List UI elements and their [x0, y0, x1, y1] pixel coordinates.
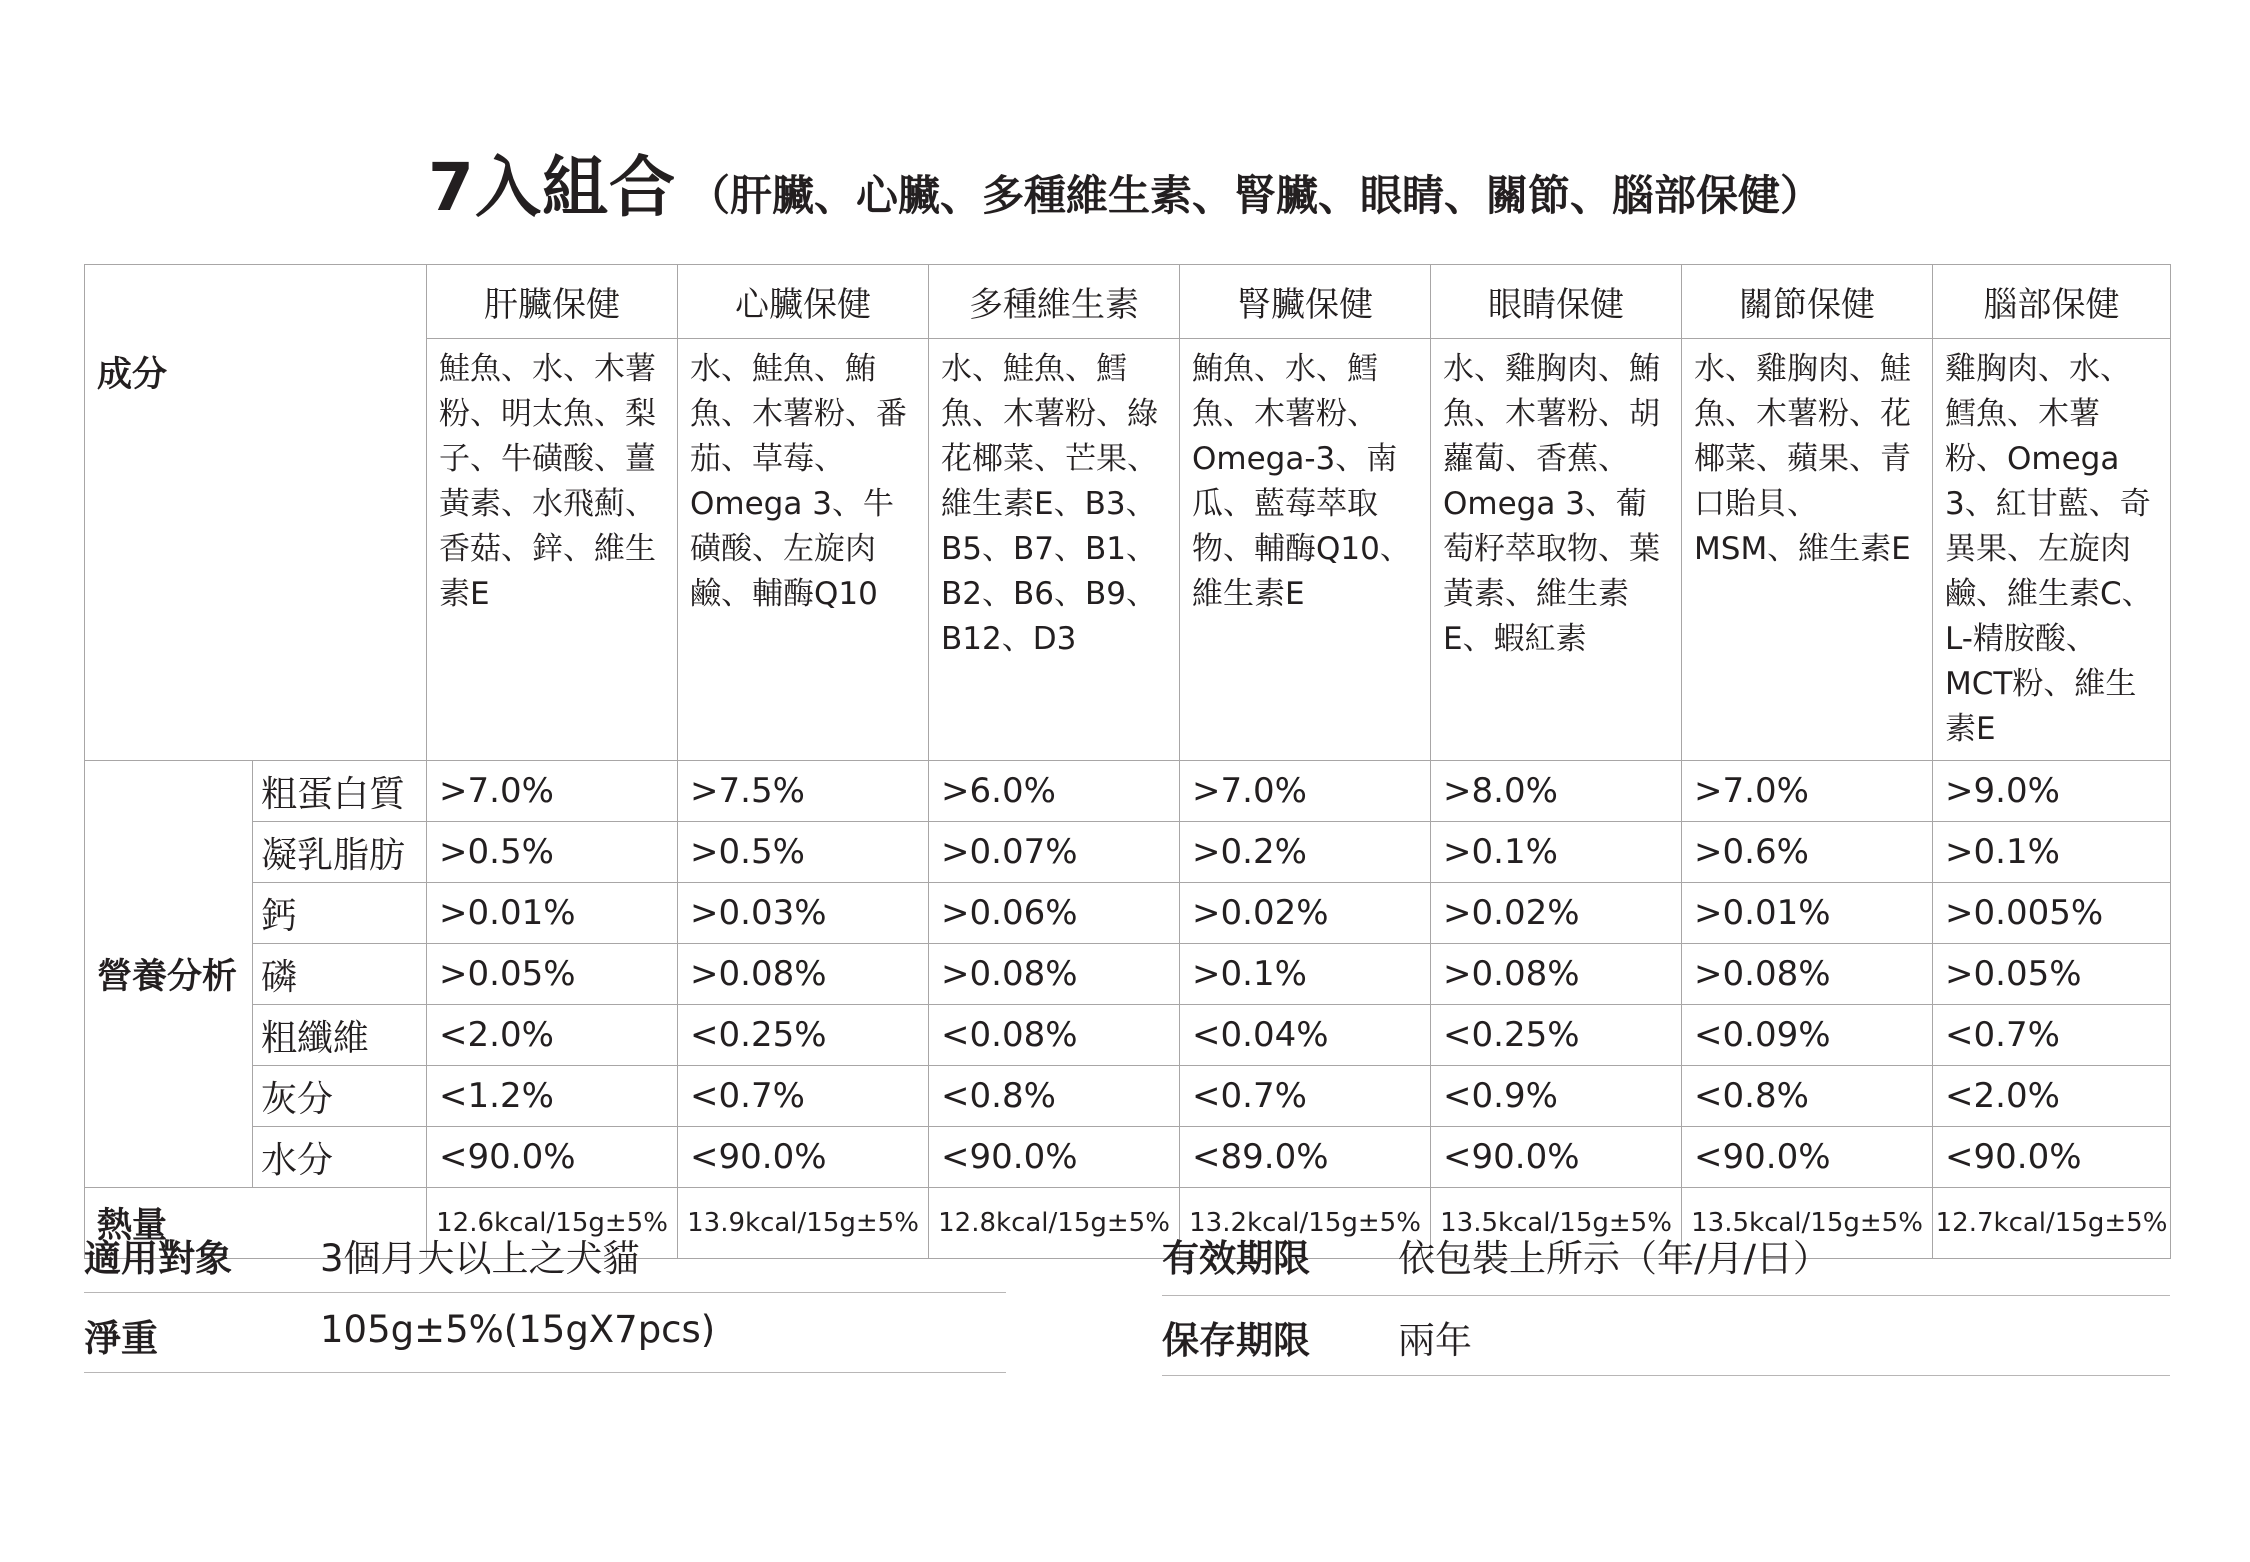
- nutrition-row-fat: [85, 822, 2171, 883]
- nutrient-value: >6.0%: [929, 761, 1180, 822]
- ingredients-liver: 鮭魚、水、木薯粉、明太魚、梨子、牛磺酸、薑黃素、水飛薊、香菇、鋅、維生素E: [427, 339, 678, 761]
- nutrient-value: <0.08%: [929, 1005, 1180, 1066]
- nutrient-value: >7.0%: [1180, 761, 1431, 822]
- nutrient-value: >0.5%: [427, 822, 678, 883]
- nutrient-value: <90.0%: [1431, 1127, 1682, 1188]
- nutrient-value: >7.0%: [427, 761, 678, 822]
- nutrient-value: <2.0%: [427, 1005, 678, 1066]
- calories-value: 13.2kcal/15g±5%: [1180, 1188, 1431, 1259]
- nutrient-value: <0.25%: [1431, 1005, 1682, 1066]
- nutrient-name: 灰分: [253, 1066, 427, 1127]
- nutrient-value: <0.8%: [929, 1066, 1180, 1127]
- title-main: 7入組合: [428, 149, 676, 226]
- nutrient-value: >0.03%: [678, 883, 929, 944]
- nutrient-value: >0.07%: [929, 822, 1180, 883]
- header-row: [85, 265, 2171, 339]
- ingredients-eye: 水、雞胸肉、鮪魚、木薯粉、胡蘿蔔、香蕉、Omega 3、葡萄籽萃取物、葉黃素、維生素E、蝦紅素: [1431, 339, 1682, 761]
- nutrient-value: <1.2%: [427, 1066, 678, 1127]
- ingredients-kidney: 鮪魚、水、鱈魚、木薯粉、Omega-3、南瓜、藍莓萃取物、輔酶Q10、維生素E: [1180, 339, 1431, 761]
- nutrient-value: <90.0%: [1682, 1127, 1933, 1188]
- nutrient-value: <90.0%: [427, 1127, 678, 1188]
- info-shelf-life: [1162, 1310, 2170, 1360]
- divider: [84, 1292, 1006, 1293]
- nutrient-value: >0.005%: [1933, 883, 2171, 944]
- nutrient-value: >0.5%: [678, 822, 929, 883]
- nutrient-value: <89.0%: [1180, 1127, 1431, 1188]
- nutrient-value: >0.01%: [1682, 883, 1933, 944]
- nutrient-value: <0.8%: [1682, 1066, 1933, 1127]
- info-expiry: [1162, 1228, 2170, 1278]
- nutrient-value: <0.04%: [1180, 1005, 1431, 1066]
- nutrient-name: 凝乳脂肪: [253, 822, 427, 883]
- nutrient-name: 磷: [253, 944, 427, 1005]
- nutrient-name: 粗纖維: [253, 1005, 427, 1066]
- nutrient-value: <0.7%: [1933, 1005, 2171, 1066]
- column-header-joint: 關節保健: [1682, 265, 1933, 339]
- divider: [1162, 1375, 2170, 1376]
- calories-value: 12.6kcal/15g±5%: [427, 1188, 678, 1259]
- divider: [84, 1372, 1006, 1373]
- calories-value: 13.5kcal/15g±5%: [1682, 1188, 1933, 1259]
- nutrient-value: >0.08%: [678, 944, 929, 1005]
- nutrient-value: >0.6%: [1682, 822, 1933, 883]
- info-shelf-value: 兩年: [1398, 1319, 1472, 1362]
- nutrient-value: <2.0%: [1933, 1066, 2171, 1127]
- ingredients-multivitamin: 水、鮭魚、鱈魚、木薯粉、綠花椰菜、芒果、維生素E、B3、B5、B7、B1、B2、B6、B9、B12、D3: [929, 339, 1180, 761]
- nutrition-row-ash: [85, 1066, 2171, 1127]
- calories-value: 13.9kcal/15g±5%: [678, 1188, 929, 1259]
- nutrient-value: <0.7%: [678, 1066, 929, 1127]
- ingredients-joint: 水、雞胸肉、鮭魚、木薯粉、花椰菜、蘋果、青口貽貝、MSM、維生素E: [1682, 339, 1933, 761]
- nutrient-value: >0.08%: [1682, 944, 1933, 1005]
- info-target-label: 適用對象: [84, 1237, 232, 1280]
- nutrient-name: 水分: [253, 1127, 427, 1188]
- calories-value: 13.5kcal/15g±5%: [1431, 1188, 1682, 1259]
- nutrient-value: <90.0%: [678, 1127, 929, 1188]
- column-header-brain: 腦部保健: [1933, 265, 2171, 339]
- nutrient-value: >0.08%: [929, 944, 1180, 1005]
- nutrient-value: >0.05%: [1933, 944, 2171, 1005]
- nutrition-row-moisture: [85, 1127, 2171, 1188]
- nutrient-value: >0.05%: [427, 944, 678, 1005]
- column-header-kidney: 腎臟保健: [1180, 265, 1431, 339]
- nutrient-value: >0.2%: [1180, 822, 1431, 883]
- column-header-liver: 肝臟保健: [427, 265, 678, 339]
- nutrient-value: <0.09%: [1682, 1005, 1933, 1066]
- nutrient-value: >7.0%: [1682, 761, 1933, 822]
- calories-label: 熱量: [85, 1188, 427, 1259]
- nutrient-value: >9.0%: [1933, 761, 2171, 822]
- nutrient-value: >0.08%: [1431, 944, 1682, 1005]
- nutrient-value: >0.1%: [1431, 822, 1682, 883]
- nutrient-value: <90.0%: [1933, 1127, 2171, 1188]
- nutrient-value: >0.1%: [1933, 822, 2171, 883]
- nutrient-value: >0.02%: [1180, 883, 1431, 944]
- nutrient-name: 鈣: [253, 883, 427, 944]
- page-title: [0, 134, 2250, 229]
- column-header-eye: 眼睛保健: [1431, 265, 1682, 339]
- nutrient-value: >0.06%: [929, 883, 1180, 944]
- nutrient-value: <0.25%: [678, 1005, 929, 1066]
- title-subtitle: （肝臟、心臟、多種維生素、腎臟、眼睛、關節、腦部保健）: [687, 171, 1822, 220]
- ingredients-brain: 雞胸肉、水、鱈魚、木薯粉、Omega 3、紅甘藍、奇異果、左旋肉鹼、維生素C、L-精胺酸、MCT粉、維生素E: [1933, 339, 2171, 761]
- nutrient-value: <0.7%: [1180, 1066, 1431, 1127]
- nutrient-value: >8.0%: [1431, 761, 1682, 822]
- divider: [1162, 1295, 2170, 1296]
- info-weight-label: 淨重: [84, 1317, 158, 1360]
- info-target: [84, 1228, 1004, 1278]
- nutrient-value: >0.02%: [1431, 883, 1682, 944]
- nutrient-name: 粗蛋白質: [253, 761, 427, 822]
- info-target-value: 3個月大以上之犬貓: [320, 1237, 640, 1280]
- calories-value: 12.8kcal/15g±5%: [929, 1188, 1180, 1259]
- calories-value: 12.7kcal/15g±5%: [1933, 1188, 2171, 1259]
- nutrition-row-protein: [85, 761, 2171, 822]
- column-header-multivitamin: 多種維生素: [929, 265, 1180, 339]
- nutrient-value: <90.0%: [929, 1127, 1180, 1188]
- nutrition-row-calcium: [85, 883, 2171, 944]
- info-expiry-value: 依包裝上所示（年/月/日）: [1398, 1237, 1830, 1280]
- nutrient-value: <0.9%: [1431, 1066, 1682, 1127]
- column-header-heart: 心臟保健: [678, 265, 929, 339]
- info-weight: [84, 1308, 1004, 1358]
- nutrient-value: >7.5%: [678, 761, 929, 822]
- ingredients-label: 成分: [85, 265, 427, 761]
- info-weight-value: 105g±5%(15gX7pcs): [320, 1308, 716, 1351]
- info-shelf-label: 保存期限: [1162, 1319, 1310, 1362]
- ingredients-heart: 水、鮭魚、鮪魚、木薯粉、番茄、草莓、Omega 3、牛磺酸、左旋肉鹼、輔酶Q10: [678, 339, 929, 761]
- nutrient-value: >0.1%: [1180, 944, 1431, 1005]
- nutrition-label: 營養分析: [85, 761, 253, 1188]
- nutrient-value: >0.01%: [427, 883, 678, 944]
- spec-table: [84, 264, 2171, 1259]
- nutrition-row-phosphorus: [85, 944, 2171, 1005]
- info-expiry-label: 有效期限: [1162, 1237, 1310, 1280]
- nutrition-row-fiber: [85, 1005, 2171, 1066]
